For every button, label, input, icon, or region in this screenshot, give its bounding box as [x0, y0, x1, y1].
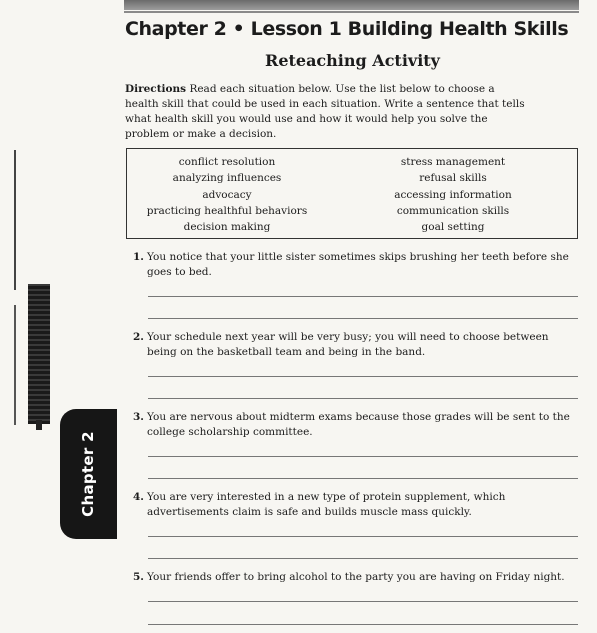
- question-number: 4.: [133, 491, 144, 503]
- question-text: Your friends offer to bring alcohol to the party you are having on Friday night.: [147, 571, 565, 583]
- question-1: [133, 250, 573, 280]
- answer-line[interactable]: [148, 318, 578, 319]
- skill-item: conflict resolution: [178, 156, 276, 168]
- answer-line[interactable]: [148, 478, 578, 479]
- question-text: Your schedule next year will be very busy; you will need to choose between being on the basketball team and being in the band.: [147, 331, 549, 358]
- answer-line[interactable]: [148, 624, 578, 625]
- skill-item: stress management: [400, 156, 506, 168]
- question-2: [133, 330, 573, 360]
- question-4: [133, 490, 573, 520]
- skill-item: refusal skills: [419, 172, 487, 184]
- answer-line[interactable]: [148, 296, 578, 297]
- skills-list-box: [126, 148, 578, 239]
- page-binding: [36, 420, 42, 430]
- margin-rule: [14, 150, 16, 290]
- skill-item: decision making: [183, 221, 271, 233]
- question-5: [133, 570, 573, 585]
- skill-item: advocacy: [202, 189, 252, 201]
- page-binding: [28, 284, 50, 424]
- question-3: [133, 410, 573, 440]
- directions-label: Directions: [125, 83, 187, 95]
- question-text: You are nervous about midterm exams because those grades will be sent to the college scholarship committee.: [147, 411, 570, 438]
- directions-text: Read each situation below. Use the list below to choose a health skill that could be used in each situation. Write a sentence that tells what health skill you would use and how it would help you solve the problem or make a decision.: [125, 83, 525, 140]
- directions: [125, 82, 525, 142]
- header-bar: [124, 0, 579, 10]
- margin-rule: [14, 305, 16, 425]
- question-number: 3.: [133, 411, 144, 423]
- skill-item: communication skills: [396, 205, 510, 217]
- answer-line[interactable]: [148, 456, 578, 457]
- skill-item: goal setting: [421, 221, 485, 233]
- skill-item: practicing healthful behaviors: [146, 205, 308, 217]
- question-text: You are very interested in a new type of protein supplement, which advertisements claim is safe and builds muscle mass quickly.: [147, 491, 506, 518]
- question-number: 1.: [133, 251, 144, 263]
- answer-line[interactable]: [148, 601, 578, 602]
- answer-line[interactable]: [148, 536, 578, 537]
- question-number: 5.: [133, 571, 144, 583]
- question-number: 2.: [133, 331, 144, 343]
- answer-line[interactable]: [148, 376, 578, 377]
- chapter-tab-label: Chapter 2: [79, 431, 97, 517]
- question-text: You notice that your little sister sometimes skips brushing her teeth before she goes to bed.: [147, 251, 569, 278]
- page-subtitle: Reteaching Activity: [265, 51, 440, 70]
- skill-item: analyzing influences: [172, 172, 282, 184]
- page-title: Chapter 2 • Lesson 1 Building Health Skills: [125, 18, 569, 40]
- skill-item: accessing information: [394, 189, 512, 201]
- answer-line[interactable]: [148, 558, 578, 559]
- answer-line[interactable]: [148, 398, 578, 399]
- header-rule: [124, 11, 579, 13]
